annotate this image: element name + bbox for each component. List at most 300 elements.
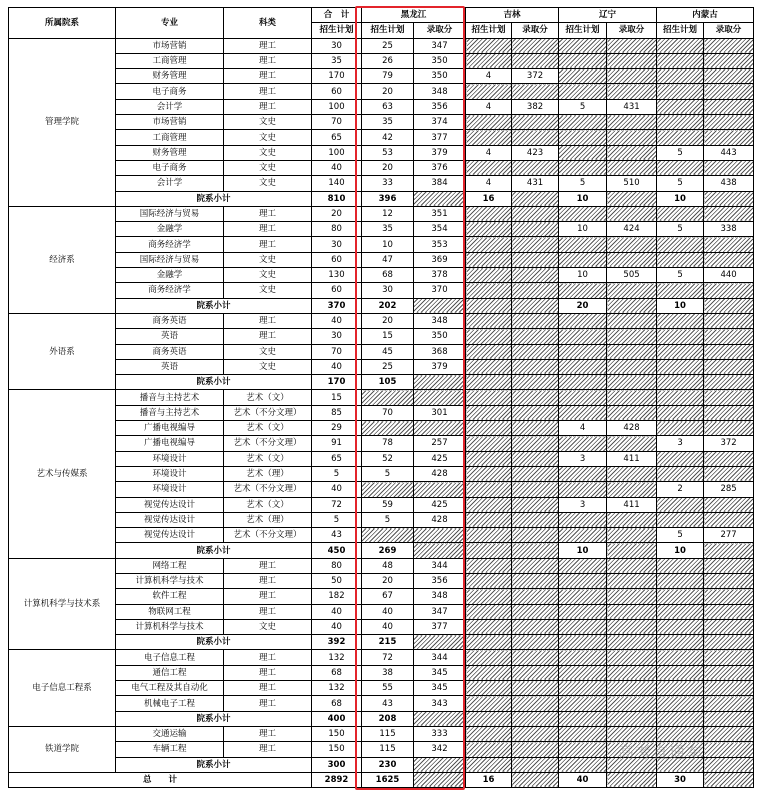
total-plan-cell: 65	[312, 451, 362, 466]
jl-score-cell	[512, 528, 559, 543]
table-row	[9, 512, 754, 527]
category-cell: 文史	[224, 359, 312, 374]
category-cell: 理工	[224, 558, 312, 573]
hlj-plan-cell: 20	[362, 313, 414, 328]
jl-score-cell	[512, 466, 559, 481]
table-row	[9, 650, 754, 665]
major-name-cell: 环境设计	[116, 482, 224, 497]
subtotal-ln-score	[607, 543, 657, 558]
jl-plan-cell	[466, 421, 512, 436]
nmg-score-cell	[704, 650, 754, 665]
jl-score-cell	[512, 38, 559, 53]
jl-score-cell	[512, 53, 559, 68]
ln-score-cell	[607, 665, 657, 680]
nmg-score-cell	[704, 696, 754, 711]
subtotal-nmg-score	[704, 635, 754, 650]
major-name-cell: 视觉传达设计	[116, 528, 224, 543]
total-plan-cell: 80	[312, 222, 362, 237]
major-name-cell: 英语	[116, 329, 224, 344]
table-row	[9, 283, 754, 298]
table-row	[9, 115, 754, 130]
ln-score-cell	[607, 405, 657, 420]
hlj-plan-cell: 43	[362, 696, 414, 711]
nmg-plan-cell	[657, 466, 704, 481]
ln-score-cell	[607, 283, 657, 298]
jl-plan-cell	[466, 160, 512, 175]
nmg-score-cell	[704, 38, 754, 53]
ln-plan-cell	[559, 405, 607, 420]
table-row	[9, 313, 754, 328]
nmg-plan-cell	[657, 421, 704, 436]
major-name-cell: 通信工程	[116, 665, 224, 680]
nmg-score-cell	[704, 53, 754, 68]
ln-score-cell	[607, 650, 657, 665]
hlj-score-cell: 376	[414, 160, 466, 175]
table-body	[9, 38, 754, 788]
nmg-plan-cell: 2	[657, 482, 704, 497]
subtotal-ln: 20	[559, 298, 607, 313]
nmg-plan-cell	[657, 696, 704, 711]
category-cell: 理工	[224, 313, 312, 328]
header-college: 所属院系	[9, 8, 116, 39]
major-name-cell: 计算机科学与技术	[116, 619, 224, 634]
grand-total-jl-score	[512, 772, 559, 787]
hlj-plan-cell: 115	[362, 742, 414, 757]
jl-score-cell: 372	[512, 69, 559, 84]
jl-plan-cell	[466, 115, 512, 130]
nmg-score-cell	[704, 237, 754, 252]
hlj-score-cell	[414, 421, 466, 436]
header-category: 科类	[224, 8, 312, 39]
ln-score-cell: 510	[607, 176, 657, 191]
jl-plan-cell: 4	[466, 176, 512, 191]
table-row	[9, 176, 754, 191]
category-cell: 理工	[224, 696, 312, 711]
total-plan-cell: 5	[312, 466, 362, 481]
hlj-score-cell	[414, 390, 466, 405]
nmg-plan-cell	[657, 115, 704, 130]
subtotal-hlj-score	[414, 635, 466, 650]
subtotal-hlj-score	[414, 757, 466, 772]
total-plan-cell: 43	[312, 528, 362, 543]
hlj-score-cell: 301	[414, 405, 466, 420]
nmg-plan-cell	[657, 313, 704, 328]
subtotal-hlj-score	[414, 543, 466, 558]
ln-plan-cell	[559, 53, 607, 68]
ln-plan-cell	[559, 130, 607, 145]
subtotal-row	[9, 635, 754, 650]
total-plan-cell: 40	[312, 482, 362, 497]
grand-total-nmg-score	[704, 772, 754, 787]
category-cell: 理工	[224, 53, 312, 68]
nmg-score-cell: 443	[704, 145, 754, 160]
category-cell: 理工	[224, 742, 312, 757]
subtotal-nmg	[657, 635, 704, 650]
total-plan-cell: 140	[312, 176, 362, 191]
nmg-score-cell	[704, 405, 754, 420]
college-name: 外语系	[9, 313, 116, 389]
category-cell: 艺术（文）	[224, 390, 312, 405]
jl-score-cell	[512, 436, 559, 451]
hlj-score-cell: 353	[414, 237, 466, 252]
subtotal-ln: 10	[559, 191, 607, 206]
major-name-cell: 电子商务	[116, 160, 224, 175]
hlj-plan-cell: 70	[362, 405, 414, 420]
major-name-cell: 国际经济与贸易	[116, 206, 224, 221]
subtotal-jl	[466, 711, 512, 726]
table-row	[9, 359, 754, 374]
subtotal-row	[9, 711, 754, 726]
ln-plan-cell	[559, 436, 607, 451]
ln-score-cell	[607, 329, 657, 344]
major-name-cell: 工商管理	[116, 130, 224, 145]
hlj-score-cell	[414, 528, 466, 543]
table-row	[9, 160, 754, 175]
major-name-cell: 工商管理	[116, 53, 224, 68]
hlj-score-cell: 351	[414, 206, 466, 221]
ln-plan-cell	[559, 512, 607, 527]
subtotal-jl-score	[512, 635, 559, 650]
nmg-score-cell: 438	[704, 176, 754, 191]
nmg-plan-cell: 5	[657, 176, 704, 191]
table-row	[9, 451, 754, 466]
major-name-cell: 国际经济与贸易	[116, 252, 224, 267]
table-row	[9, 38, 754, 53]
total-plan-cell: 35	[312, 53, 362, 68]
category-cell: 理工	[224, 681, 312, 696]
subtotal-hlj: 230	[362, 757, 414, 772]
total-plan-cell: 29	[312, 421, 362, 436]
subtotal-nmg: 10	[657, 191, 704, 206]
ln-plan-cell: 10	[559, 268, 607, 283]
nmg-score-cell	[704, 681, 754, 696]
grand-total-row	[9, 772, 754, 787]
major-name-cell: 播音与主持艺术	[116, 390, 224, 405]
nmg-score-cell	[704, 359, 754, 374]
category-cell: 文史	[224, 344, 312, 359]
hlj-plan-cell: 40	[362, 604, 414, 619]
category-cell: 文史	[224, 115, 312, 130]
ln-plan-cell	[559, 681, 607, 696]
category-cell: 文史	[224, 176, 312, 191]
jl-score-cell	[512, 742, 559, 757]
hlj-plan-cell: 10	[362, 237, 414, 252]
category-cell: 理工	[224, 329, 312, 344]
subtotal-ln	[559, 375, 607, 390]
major-name-cell: 金融学	[116, 222, 224, 237]
jl-score-cell	[512, 589, 559, 604]
subtotal-total: 810	[312, 191, 362, 206]
nmg-plan-cell	[657, 53, 704, 68]
nmg-plan-cell	[657, 206, 704, 221]
total-plan-cell: 91	[312, 436, 362, 451]
subtotal-hlj-score	[414, 711, 466, 726]
ln-score-cell	[607, 558, 657, 573]
ln-score-cell	[607, 589, 657, 604]
major-name-cell: 会计学	[116, 176, 224, 191]
hlj-score-cell: 356	[414, 573, 466, 588]
total-plan-cell: 50	[312, 573, 362, 588]
hlj-score-cell: 343	[414, 696, 466, 711]
nmg-score-cell	[704, 344, 754, 359]
subtotal-ln-score	[607, 191, 657, 206]
nmg-score-cell	[704, 84, 754, 99]
ln-plan-cell	[559, 390, 607, 405]
hlj-score-cell: 350	[414, 329, 466, 344]
table-row	[9, 619, 754, 634]
jl-score-cell	[512, 650, 559, 665]
header-province-neimenggu: 内蒙古	[657, 8, 754, 23]
jl-score-cell	[512, 222, 559, 237]
jl-plan-cell: 4	[466, 145, 512, 160]
hlj-plan-cell: 72	[362, 650, 414, 665]
subtotal-ln	[559, 757, 607, 772]
jl-score-cell: 431	[512, 176, 559, 191]
nmg-plan-cell	[657, 283, 704, 298]
hlj-score-cell: 369	[414, 252, 466, 267]
total-plan-cell: 85	[312, 405, 362, 420]
hlj-plan-cell: 20	[362, 160, 414, 175]
jl-plan-cell	[466, 405, 512, 420]
table-row	[9, 528, 754, 543]
jl-score-cell	[512, 696, 559, 711]
ln-score-cell: 431	[607, 99, 657, 114]
major-name-cell: 会计学	[116, 99, 224, 114]
nmg-score-cell	[704, 329, 754, 344]
hlj-score-cell: 344	[414, 650, 466, 665]
nmg-plan-cell	[657, 69, 704, 84]
table-row	[9, 589, 754, 604]
major-name-cell: 网络工程	[116, 558, 224, 573]
category-cell: 文史	[224, 619, 312, 634]
ln-score-cell	[607, 252, 657, 267]
subtotal-total: 170	[312, 375, 362, 390]
nmg-plan-cell	[657, 558, 704, 573]
header-score: 录取分	[512, 23, 559, 38]
major-name-cell: 物联网工程	[116, 604, 224, 619]
category-cell: 理工	[224, 99, 312, 114]
jl-plan-cell	[466, 222, 512, 237]
ln-plan-cell	[559, 742, 607, 757]
header-plan: 招生计划	[466, 23, 512, 38]
header-score: 录取分	[414, 23, 466, 38]
jl-plan-cell	[466, 313, 512, 328]
major-name-cell: 交通运输	[116, 726, 224, 741]
ln-score-cell	[607, 38, 657, 53]
nmg-score-cell: 338	[704, 222, 754, 237]
hlj-plan-cell: 5	[362, 466, 414, 481]
jl-score-cell	[512, 390, 559, 405]
jl-score-cell	[512, 313, 559, 328]
subtotal-total: 450	[312, 543, 362, 558]
header-total: 合 计	[312, 8, 362, 23]
jl-plan-cell	[466, 589, 512, 604]
ln-plan-cell	[559, 344, 607, 359]
ln-score-cell	[607, 237, 657, 252]
nmg-score-cell	[704, 252, 754, 267]
grand-total-ln-score	[607, 772, 657, 787]
hlj-plan-cell: 48	[362, 558, 414, 573]
ln-score-cell	[607, 512, 657, 527]
hlj-score-cell: 425	[414, 497, 466, 512]
jl-plan-cell	[466, 84, 512, 99]
subtotal-row	[9, 191, 754, 206]
hlj-score-cell: 348	[414, 84, 466, 99]
nmg-plan-cell	[657, 604, 704, 619]
table-row	[9, 482, 754, 497]
hlj-plan-cell: 67	[362, 589, 414, 604]
nmg-score-cell	[704, 115, 754, 130]
ln-score-cell	[607, 696, 657, 711]
category-cell: 理工	[224, 589, 312, 604]
category-cell: 文史	[224, 268, 312, 283]
hlj-plan-cell: 25	[362, 38, 414, 53]
ln-plan-cell	[559, 38, 607, 53]
table-row	[9, 573, 754, 588]
category-cell: 艺术（文）	[224, 451, 312, 466]
hlj-score-cell: 333	[414, 726, 466, 741]
hlj-plan-cell: 20	[362, 573, 414, 588]
grand-total-jl: 16	[466, 772, 512, 787]
table-row	[9, 69, 754, 84]
jl-plan-cell	[466, 512, 512, 527]
ln-plan-cell	[559, 466, 607, 481]
jl-score-cell	[512, 497, 559, 512]
hlj-plan-cell: 79	[362, 69, 414, 84]
jl-plan-cell	[466, 283, 512, 298]
hlj-score-cell: 377	[414, 130, 466, 145]
jl-score-cell: 423	[512, 145, 559, 160]
nmg-score-cell: 285	[704, 482, 754, 497]
hlj-plan-cell: 35	[362, 115, 414, 130]
subtotal-hlj: 105	[362, 375, 414, 390]
total-plan-cell: 20	[312, 206, 362, 221]
subtotal-hlj: 269	[362, 543, 414, 558]
major-name-cell: 金融学	[116, 268, 224, 283]
major-name-cell: 环境设计	[116, 451, 224, 466]
subtotal-ln-score	[607, 635, 657, 650]
jl-plan-cell	[466, 53, 512, 68]
hlj-plan-cell: 26	[362, 53, 414, 68]
nmg-score-cell: 372	[704, 436, 754, 451]
total-plan-cell: 30	[312, 237, 362, 252]
table-row	[9, 145, 754, 160]
subtotal-hlj: 202	[362, 298, 414, 313]
subtotal-label: 院系小计	[116, 711, 312, 726]
ln-score-cell	[607, 573, 657, 588]
total-plan-cell: 40	[312, 604, 362, 619]
subtotal-row	[9, 375, 754, 390]
category-cell: 艺术（不分文理）	[224, 436, 312, 451]
subtotal-nmg-score	[704, 375, 754, 390]
ln-score-cell	[607, 313, 657, 328]
table-row	[9, 53, 754, 68]
subtotal-total: 300	[312, 757, 362, 772]
hlj-plan-cell: 115	[362, 726, 414, 741]
nmg-plan-cell: 3	[657, 436, 704, 451]
total-plan-cell: 65	[312, 130, 362, 145]
table-row	[9, 130, 754, 145]
ln-plan-cell	[559, 482, 607, 497]
hlj-score-cell: 342	[414, 742, 466, 757]
ln-score-cell	[607, 344, 657, 359]
nmg-score-cell	[704, 497, 754, 512]
ln-plan-cell: 5	[559, 176, 607, 191]
hlj-plan-cell: 33	[362, 176, 414, 191]
subtotal-ln: 10	[559, 543, 607, 558]
category-cell: 文史	[224, 130, 312, 145]
hlj-score-cell: 377	[414, 619, 466, 634]
table-row	[9, 329, 754, 344]
category-cell: 艺术（文）	[224, 421, 312, 436]
hlj-plan-cell: 53	[362, 145, 414, 160]
ln-plan-cell	[559, 237, 607, 252]
nmg-plan-cell	[657, 84, 704, 99]
table-header	[9, 8, 754, 39]
ln-plan-cell: 3	[559, 497, 607, 512]
major-name-cell: 计算机科学与技术	[116, 573, 224, 588]
jl-score-cell	[512, 268, 559, 283]
subtotal-total: 370	[312, 298, 362, 313]
major-name-cell: 商务经济学	[116, 237, 224, 252]
college-name: 电子信息工程系	[9, 650, 116, 726]
jl-score-cell	[512, 512, 559, 527]
hlj-score-cell: 345	[414, 665, 466, 680]
hlj-plan-cell	[362, 421, 414, 436]
jl-plan-cell	[466, 268, 512, 283]
grand-total-ln: 40	[559, 772, 607, 787]
total-plan-cell: 68	[312, 665, 362, 680]
hlj-score-cell: 347	[414, 604, 466, 619]
jl-plan-cell	[466, 497, 512, 512]
nmg-score-cell	[704, 421, 754, 436]
grand-total-hlj: 1625	[362, 772, 414, 787]
hlj-score-cell: 425	[414, 451, 466, 466]
jl-score-cell	[512, 130, 559, 145]
jl-plan-cell	[466, 604, 512, 619]
nmg-plan-cell	[657, 359, 704, 374]
major-name-cell: 市场营销	[116, 38, 224, 53]
hlj-plan-cell: 68	[362, 268, 414, 283]
table-row	[9, 436, 754, 451]
nmg-score-cell	[704, 512, 754, 527]
major-name-cell: 环境设计	[116, 466, 224, 481]
subtotal-hlj: 215	[362, 635, 414, 650]
ln-plan-cell	[559, 604, 607, 619]
total-plan-cell: 182	[312, 589, 362, 604]
major-name-cell: 财务管理	[116, 69, 224, 84]
ln-plan-cell	[559, 206, 607, 221]
jl-score-cell	[512, 421, 559, 436]
jl-plan-cell	[466, 359, 512, 374]
grand-total-total: 2892	[312, 772, 362, 787]
total-plan-cell: 130	[312, 268, 362, 283]
nmg-plan-cell	[657, 665, 704, 680]
category-cell: 艺术（理）	[224, 512, 312, 527]
total-plan-cell: 30	[312, 329, 362, 344]
hlj-score-cell: 344	[414, 558, 466, 573]
jl-plan-cell	[466, 237, 512, 252]
jl-plan-cell	[466, 466, 512, 481]
hlj-plan-cell	[362, 390, 414, 405]
ln-score-cell	[607, 604, 657, 619]
nmg-plan-cell	[657, 38, 704, 53]
jl-score-cell	[512, 665, 559, 680]
nmg-score-cell	[704, 558, 754, 573]
table-row	[9, 696, 754, 711]
ln-score-cell	[607, 528, 657, 543]
college-name: 计算机科学与技术系	[9, 558, 116, 650]
